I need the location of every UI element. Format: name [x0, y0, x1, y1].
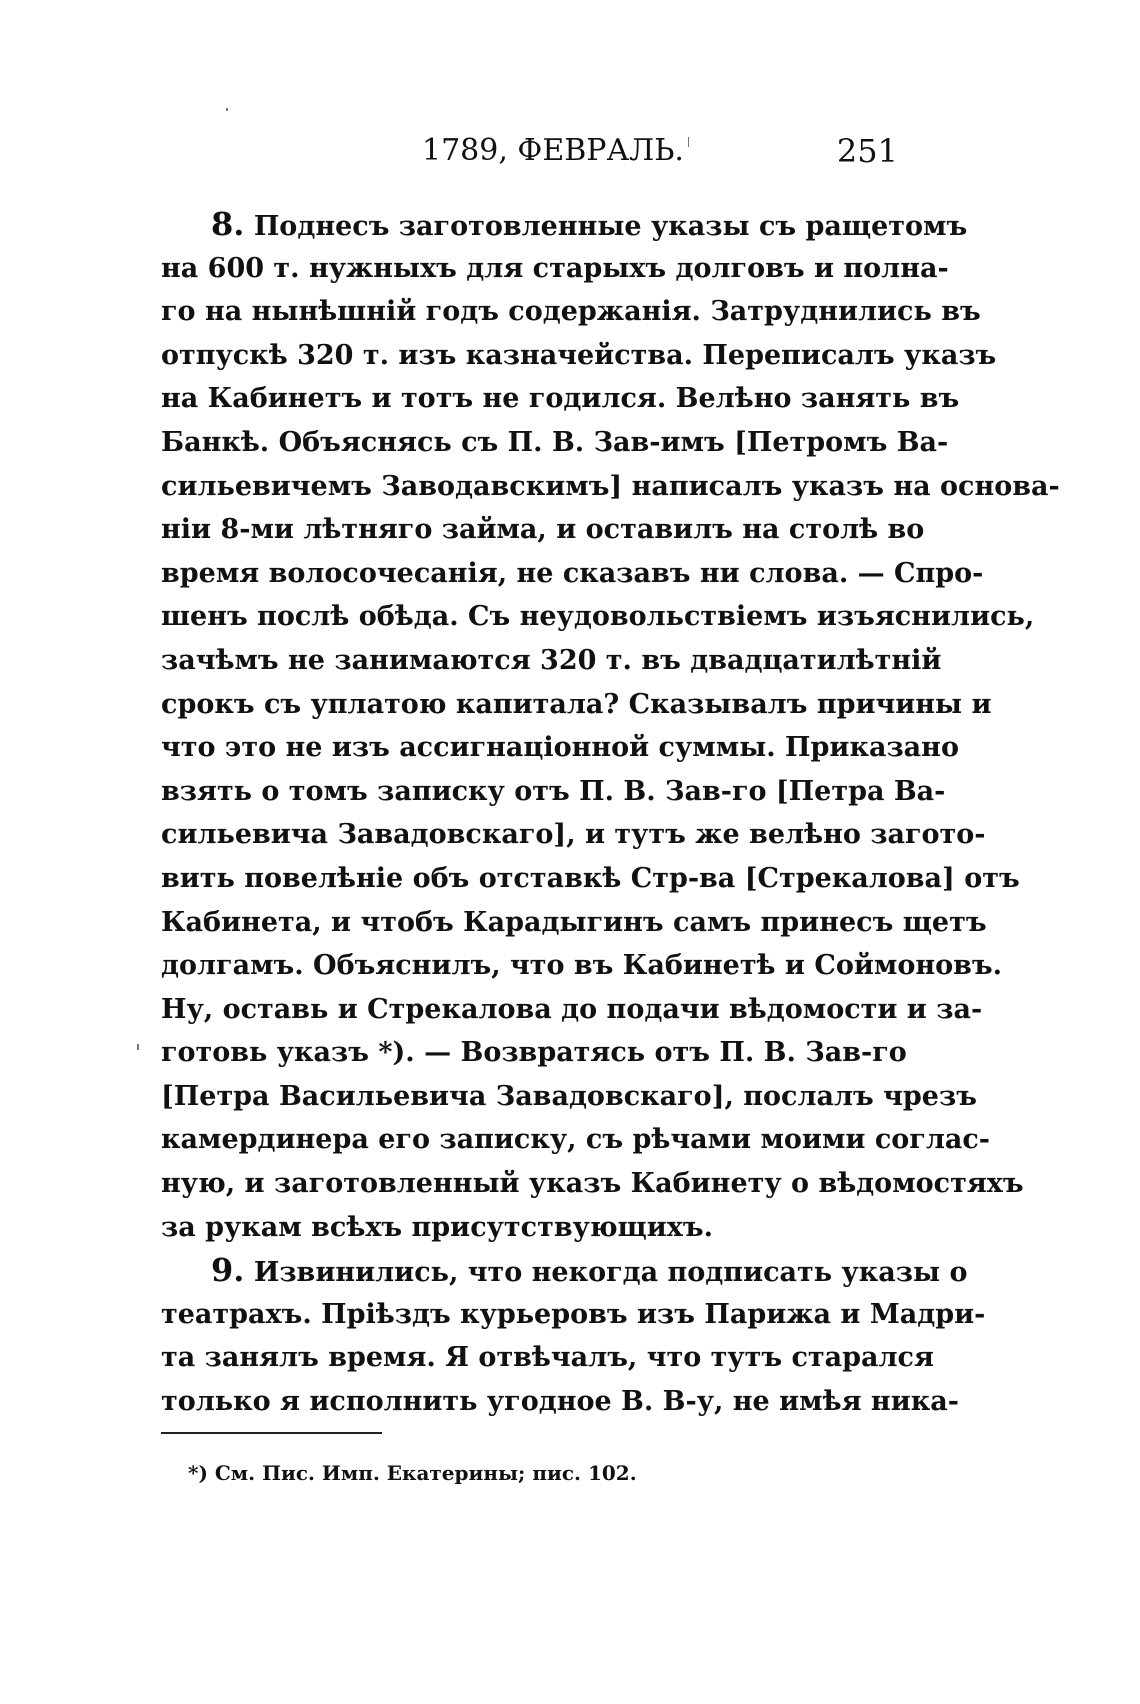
footnote-divider	[161, 1432, 382, 1434]
text-line: ніи 8-ми лѣтняго займа, и оставилъ на столѣ во	[161, 514, 925, 546]
text-line: зачѣмъ не занимаются 320 т. въ двадцатилѣтній	[161, 644, 942, 676]
text-line: камердинера его записку, съ рѣчами моими соглас-	[161, 1124, 990, 1156]
text-line: сильевичемъ Заводавскимъ] написалъ указъ на основа-	[161, 470, 1060, 502]
body-text	[161, 203, 1060, 1424]
text-line: Кабинета, и чтобъ Карадыгинъ самъ принесъ щетъ	[161, 906, 987, 938]
text-line: театрахъ. Пріѣздъ курьеровъ изъ Парижа и Мадри-	[161, 1298, 986, 1330]
page-number: 251	[836, 132, 898, 170]
text-line: го на нынѣшній годъ содержанія. Затруднились въ	[161, 296, 981, 328]
text-line	[161, 203, 968, 247]
text-line: ную, и заготовленный указъ Кабинету о вѣдомостяхъ	[161, 1168, 1024, 1200]
footnote: *) См. Пис. Имп. Екатерины; пис. 102.	[188, 1461, 637, 1485]
text-line: готовь указъ *). — Возвратясь отъ П. В. Зав-го	[161, 1037, 907, 1069]
text-line: отпускѣ 320 т. изъ казначейства. Переписалъ указъ	[161, 339, 997, 371]
text-line: на 600 т. нужныхъ для старыхъ долговъ и полна-	[161, 252, 949, 284]
text-line: взять о томъ записку отъ П. В. Зав-го [Петра Ва-	[161, 775, 946, 807]
text-line: шенъ послѣ обѣда. Съ неудовольствіемъ изъяснились,	[161, 601, 1035, 633]
text-line: сильевича Завадовскаго], и тутъ же велѣно загото-	[161, 819, 986, 851]
text-line: Банкѣ. Объяснясь съ П. В. Зав-имъ [Петромъ Ва-	[161, 426, 949, 458]
text-line	[161, 1249, 968, 1293]
running-head	[160, 126, 910, 176]
text-line: вить повелѣніе объ отставкѣ Стр-ва [Стрекалова] отъ	[161, 862, 1020, 894]
line-text: Поднесъ заготовленные указы съ ращетомъ	[253, 211, 968, 242]
text-line: Ну, оставь и Стрекалова до подачи вѣдомости и за-	[161, 993, 983, 1025]
text-line: что это не изъ ассигнаціонной суммы. Приказано	[161, 732, 959, 764]
text-line: только я исполнить угодное В. В-у, не имѣя ника-	[161, 1386, 959, 1418]
paragraph-number: 8.	[211, 205, 245, 243]
text-line: долгамъ. Объяснилъ, что въ Кабинетѣ и Соймоновъ.	[161, 950, 1002, 982]
line-text: Извинились, что некогда подписать указы о	[253, 1257, 968, 1289]
text-line: на Кабинетъ и тотъ не годился. Велѣно занять въ	[161, 383, 960, 415]
text-line: [Петра Васильевича Завадовскаго], послалъ чрезъ	[161, 1080, 977, 1112]
header-year-month: 1789, ФЕВРАЛЬ.	[422, 133, 684, 168]
paragraph-number: 9.	[211, 1251, 245, 1290]
print-speck	[688, 137, 689, 147]
text-line: срокъ съ уплатою капитала? Сказывалъ причины и	[161, 688, 992, 720]
print-speck	[137, 1044, 139, 1050]
text-line: время волосочесанія, не сказавъ ни слова. — Спро-	[161, 557, 984, 589]
text-line: та занялъ время. Я отвѣчалъ, что тутъ старался	[161, 1342, 934, 1374]
text-line: за рукам всѣхъ присутствующихъ.	[161, 1211, 713, 1243]
print-speck	[226, 108, 228, 111]
